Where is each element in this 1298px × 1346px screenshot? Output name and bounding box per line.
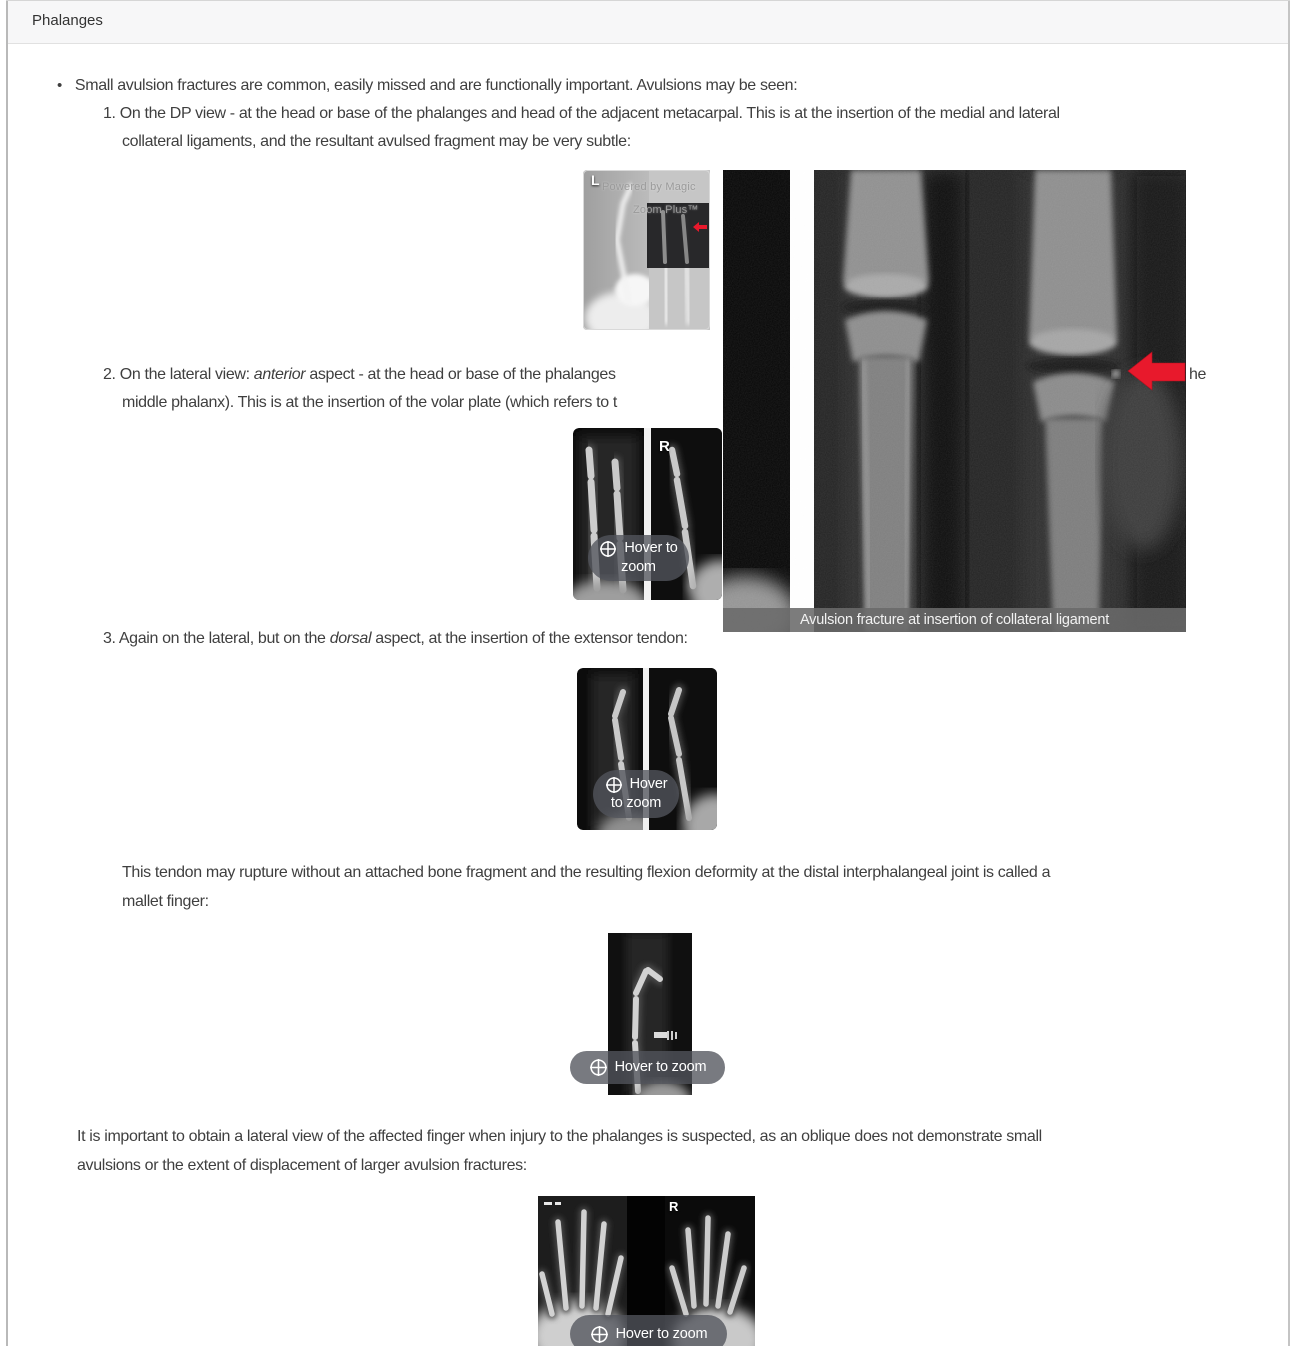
page-title: Phalanges (32, 12, 103, 29)
magiczoom-watermark-line-2: Zoom Plus™ (633, 204, 699, 216)
xray-thumbnail-extensor-avulsion[interactable] (577, 668, 717, 830)
bullet-item (57, 77, 797, 95)
zoom-crosshair-icon (590, 1325, 609, 1344)
bullet-text: Small avulsion fractures are common, easily missed and are functionally important. Avulsions may be seen: (74, 77, 798, 94)
hover-to-zoom-label-line-1: Hover (629, 776, 668, 792)
hover-to-zoom-button[interactable] (570, 1315, 727, 1346)
magiczoom-watermark-line-1: Powered by Magic (602, 181, 696, 193)
item-2-prefix: 2. On the lateral view: (103, 366, 254, 383)
item-3-suffix: aspect, at the insertion of the extensor tendon: (371, 630, 688, 647)
item-3-prefix: 3. Again on the lateral, but on the (103, 630, 330, 647)
panel-left-border (6, 0, 8, 1346)
item-3-italic: dorsal (329, 630, 372, 647)
xray-thumbnail-dp-avulsion-image (583, 170, 710, 330)
mallet-paragraph-line-1: This tendon may rupture without an attached bone fragment and the resulting flexion deformity at the distal interphalangeal joint is called a (122, 864, 1051, 881)
zoom-crosshair-icon (589, 1058, 608, 1077)
zoom-crosshair-icon (599, 540, 617, 558)
list-item-1-line-1: 1. On the DP view - at the head or base of the phalanges and head of the adjacent metacarpal. This is at the insertion of the medial and lateral (103, 105, 1060, 122)
hover-to-zoom-button[interactable] (593, 770, 679, 818)
xray-thumbnail-lateral-volar[interactable] (573, 428, 722, 600)
magic-zoom-viewer (723, 170, 1186, 632)
item-2-italic: anterior (253, 366, 306, 383)
list-item-3 (103, 630, 688, 648)
hover-to-zoom-label-line-2: zoom (621, 559, 656, 575)
item-2-suffix: aspect - at the head or base of the phalanges (305, 366, 616, 383)
xray-side-marker-right: R (669, 1199, 679, 1214)
lateral-paragraph-line-1: It is important to obtain a lateral view of the affected finger when injury to the phalanges is suspected, as an oblique does not demonstrate small (77, 1128, 1042, 1145)
hover-to-zoom-label: Hover to zoom (615, 1325, 708, 1342)
zoomed-xray-image (723, 170, 1186, 632)
panel-right-border (1288, 0, 1290, 1346)
list-item-2-line-1 (103, 366, 616, 384)
hover-to-zoom-label-line-2: to zoom (610, 795, 662, 811)
hover-to-zoom-label: Hover to zoom (614, 1059, 707, 1075)
hover-to-zoom-label-line-1: Hover to (624, 540, 678, 556)
lateral-paragraph-line-2: avulsions or the extent of displacement of larger avulsion fractures: (77, 1157, 527, 1174)
mallet-paragraph-line-2: mallet finger: (122, 893, 209, 910)
image-caption: Avulsion fracture at insertion of collateral ligament (723, 608, 1186, 632)
xray-side-marker-left: L (591, 172, 600, 188)
zoom-crosshair-icon (605, 776, 623, 794)
hover-to-zoom-button[interactable] (570, 1051, 725, 1084)
section-header (8, 1, 1288, 44)
list-item-2-tail: he (1189, 366, 1207, 383)
bullet-glyph (57, 77, 75, 94)
list-item-2-line-2: middle phalanx). This is at the insertion of the volar plate (which refers to t (122, 394, 617, 411)
xray-thumbnail-dp-avulsion[interactable] (583, 170, 710, 330)
list-item-1-line-2: collateral ligaments, and the resultant avulsed fragment may be very subtle: (122, 133, 631, 150)
hover-to-zoom-button[interactable] (588, 535, 689, 581)
xray-side-marker-right: R (659, 438, 670, 455)
